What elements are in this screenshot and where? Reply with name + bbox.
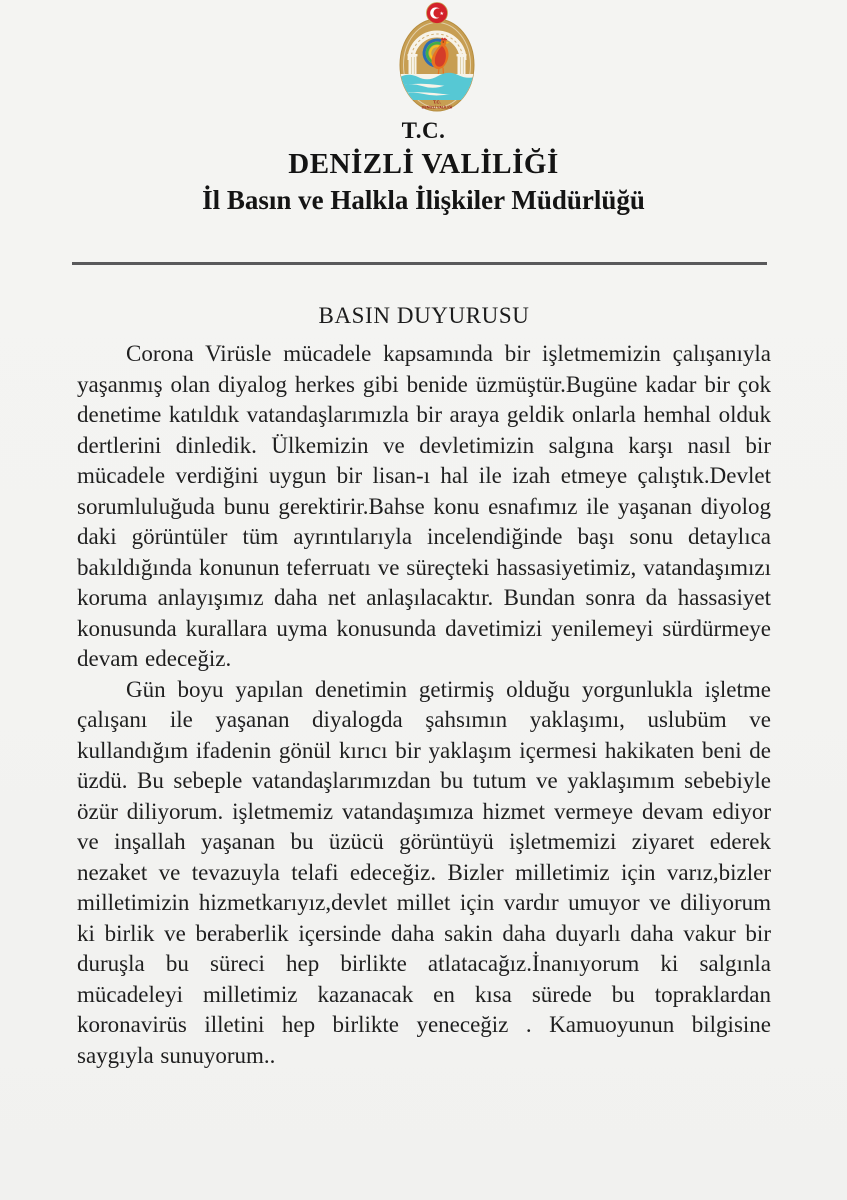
governorship-emblem (396, 2, 478, 114)
letterhead-divider-line (72, 262, 767, 265)
document-title: BASIN DUYURUSU (318, 303, 530, 328)
paragraph-1: Corona Virüsle mücadele kapsamında bir işletmemizin çalışanıyla yaşanmış olan diyalog herkes gibi benide üzmüştür.Bugüne kadar bir çok denetime katıldık vatandaşlarımızla bir araya geldik onlarla hemhal olduk dertlerini dinledik. Ülkemizin ve devletimizin salgına karşı nasıl bir mücadele verdiğini uygun bir lisan-ı hal ile izah etmeye çalıştık.Devlet sorumluluğuda bunu gerektirir.Bahse konu esnafımız ile yaşanan diyolog daki görüntüler tüm ayrıntılarıyla incelendiğinde başı sonu detaylıca bakıldığında konunun teferruatı ve süreçteki hassasiyetimiz, vatandaşımızı koruma anlayışımız daha net anlaşılacaktır. Bundan sonra da hassasiyet konusunda kurallara uyma konusunda davetimizi yenilemeyi sürdürmeye devam edeceğiz. (77, 341, 771, 671)
emblem-caption-tc: T.C. (433, 99, 441, 105)
letterhead-tc: T.C. (401, 118, 446, 143)
letterhead-department: İl Basın ve Halkla İlişkiler Müdürlüğü (202, 185, 645, 215)
letterhead (0, 116, 847, 218)
paragraph-2: Gün boyu yapılan denetimin getirmiş olduğu yorgunlukla işletme çalışanı ile yaşanan diyalogda şahsımın yaklaşımı, uslubüm ve kullandığım ifadenin gönül kırıcı bir yaklaşım içermesi hakikaten beni de üzdü. Bu sebeple vatandaşlarımızdan bu tutum ve yaklaşımım sebebiyle özür diliyorum. işletmemiz vatandaşımıza hizmet vermeye devam ediyor ve inşallah yaşanan bu üzücü görüntüyü işletmemizi ziyaret ederek nezaket ve tevazuyla telafi edeceğiz. Bizler milletimiz için varız,bizler milletimizin hizmetkarıyız,devlet millet için vardır umuyor ve diliyorum ki birlik ve beraberlik içersinde daha sakin daha duyarlı daha vakur bir duruşla bu süreci hep birlikte atlatacağız.İnanıyorum ki salgınla mücadeleyi milletimiz kazanacak en kısa sürede bu topraklardan koronavirüs illetini hep birlikte yeneceğiz . Kamuoyunun bilgisine saygıyla sunuyorum.. (77, 676, 771, 1068)
press-release-body (77, 300, 771, 1071)
svg-text:★: ★ (439, 10, 445, 17)
travertine-waves-icon (398, 73, 478, 100)
letterhead-governorship: DENİZLİ VALİLİĞİ (288, 148, 559, 180)
turkish-flag-roundel (427, 3, 448, 24)
emblem-caption-governorship: DENİZLİ VALİLİĞİ (421, 105, 453, 110)
